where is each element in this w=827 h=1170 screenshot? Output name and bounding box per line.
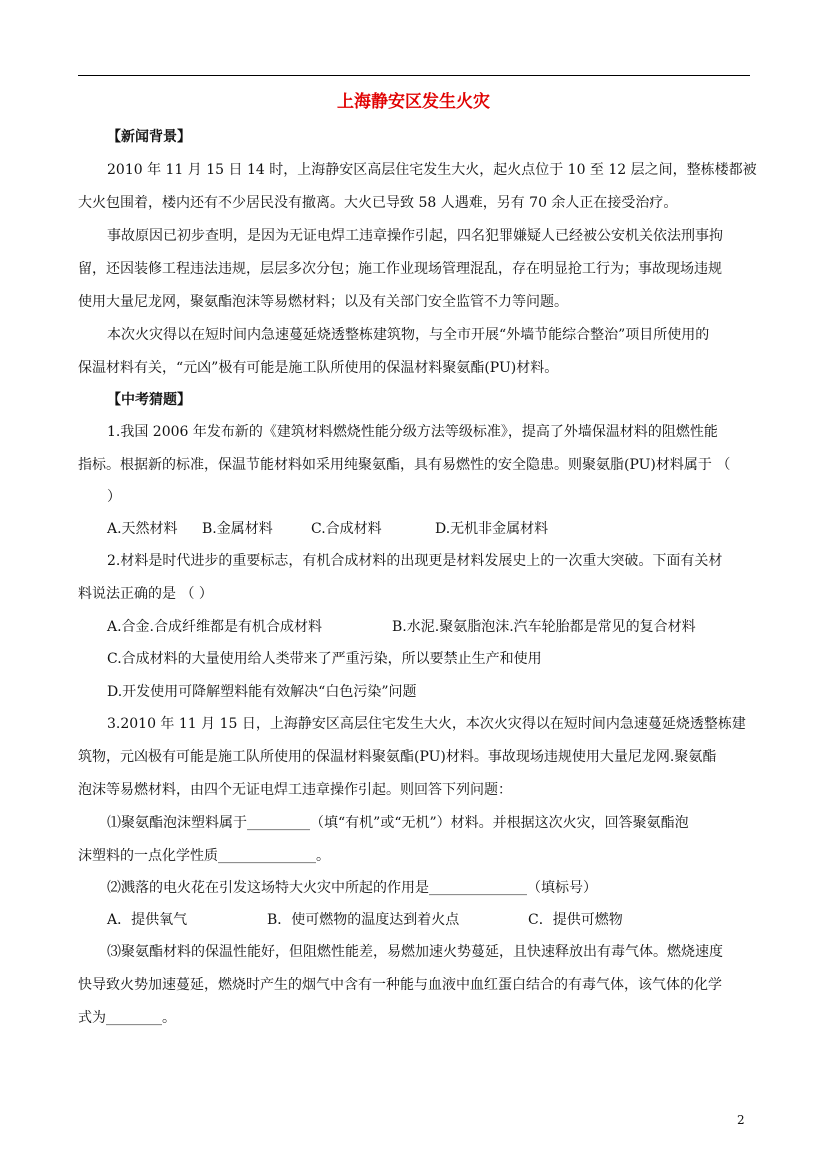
q2-option-c: C.合成材料的大量使用给人类带来了严重污染，所以要禁止生产和使用 bbox=[107, 651, 542, 667]
news-paragraph-line: 保温材料有关，“元凶”极有可能是施工队所使用的保温材料聚氨酯(PU)材料。 bbox=[78, 360, 559, 376]
question-1-line: 指标。根据新的标准，保温节能材料如采用纯聚氨酯，具有易燃性的安全隐患。则聚氨脂(PU)材料属于 （ bbox=[78, 457, 731, 473]
news-paragraph-line: 本次火灾得以在短时间内急速蔓延烧透整栋建筑物，与全市开展“外墙节能综合整治”项目所使用的 bbox=[107, 327, 710, 343]
q3-s2-option-c: C．提供可燃物 bbox=[528, 912, 623, 928]
q1-option-a: A.天然材料 bbox=[107, 521, 178, 537]
section-heading-news: 【新闻背景】 bbox=[107, 129, 191, 145]
q3-subquestion-3: ⑶聚氨酯材料的保温性能好，但阻燃性能差，易燃加速火势蔓延，且快速释放出有毒气体。燃烧速度 bbox=[107, 944, 723, 960]
header-rule bbox=[78, 75, 750, 76]
q2-option-a: A.合金.合成纤维都是有机合成材料 bbox=[107, 619, 323, 635]
news-paragraph-line: 留，还因装修工程违法违规，层层多次分包；施工作业现场管理混乱，存在明显抢工行为；事故现场违规 bbox=[78, 261, 722, 277]
q2-option-b: B.水泥.聚氨脂泡沫.汽车轮胎都是常见的复合材料 bbox=[392, 619, 696, 635]
news-paragraph-line: 2010 年 11 月 15 日 14 时，上海静安区高层住宅发生大火，起火点位于 10 至 12 层之间，整栋楼都被 bbox=[107, 162, 757, 178]
q3-subquestion-1: 沫塑料的一点化学性质______________。 bbox=[78, 848, 330, 864]
question-3-line: 3.2010 年 11 月 15 日，上海静安区高层住宅发生大火，本次火灾得以在短时间内急速蔓延烧透整栋建 bbox=[107, 716, 746, 732]
q2-option-d: D.开发使用可降解塑料能有效解决“白色污染”问题 bbox=[107, 684, 417, 700]
page-title: 上海静安区发生火灾 bbox=[337, 92, 490, 112]
section-heading-exam: 【中考猜题】 bbox=[107, 392, 191, 408]
news-paragraph-line: 使用大量尼龙网，聚氨酯泡沫等易燃材料；以及有关部门安全监管不力等问题。 bbox=[78, 294, 568, 310]
q3-subquestion-3: 式为________。 bbox=[78, 1010, 176, 1026]
q1-option-c: C.合成材料 bbox=[311, 521, 382, 537]
q1-option-b: B.金属材料 bbox=[202, 521, 273, 537]
question-2-line: 2.材料是时代进步的重要标志，有机合成材料的出现更是材料发展史上的一次重大突破。下面有关材 bbox=[107, 553, 723, 569]
q3-subquestion-2: ⑵溅落的电火花在引发这场特大火灾中所起的作用是______________（填标号） bbox=[107, 880, 597, 896]
question-1-bracket: ） bbox=[107, 489, 121, 505]
q3-s2-option-b: B．使可燃物的温度达到着火点 bbox=[267, 912, 460, 928]
question-3-line: 泡沫等易燃材料，由四个无证电焊工违章操作引起。则回答下列问题： bbox=[78, 782, 512, 798]
q3-subquestion-3: 快导致火势加速蔓延，燃烧时产生的烟气中含有一种能与血液中血红蛋白结合的有毒气体，该气体的化学 bbox=[78, 977, 722, 993]
news-paragraph-line: 大火包围着，楼内还有不少居民没有撤离。大火已导致 58 人遇难，另有 70 余人正在接受治疗。 bbox=[78, 195, 678, 211]
q3-subquestion-1: ⑴聚氨酯泡沫塑料属于_________（填“有机”或“无机”）材料。并根据这次火灾，回答聚氨酯泡 bbox=[107, 815, 689, 831]
q1-option-d: D.无机非金属材料 bbox=[435, 521, 549, 537]
news-paragraph-line: 事故原因已初步查明，是因为无证电焊工违章操作引起，四名犯罪嫌疑人已经被公安机关依法刑事拘 bbox=[107, 228, 723, 244]
page-number: 2 bbox=[737, 1113, 745, 1127]
q3-s2-option-a: A．提供氧气 bbox=[107, 912, 188, 928]
question-1-line: 1.我国 2006 年发布新的《建筑材料燃烧性能分级方法等级标准》，提高了外墙保温材料的阻燃性能 bbox=[107, 424, 718, 440]
question-2-line: 料说法正确的是 （ ） bbox=[78, 586, 213, 602]
question-3-line: 筑物，元凶极有可能是施工队所使用的保温材料聚氨酯(PU)材料。事故现场违规使用大量尼龙网.聚氨酯 bbox=[78, 749, 717, 765]
